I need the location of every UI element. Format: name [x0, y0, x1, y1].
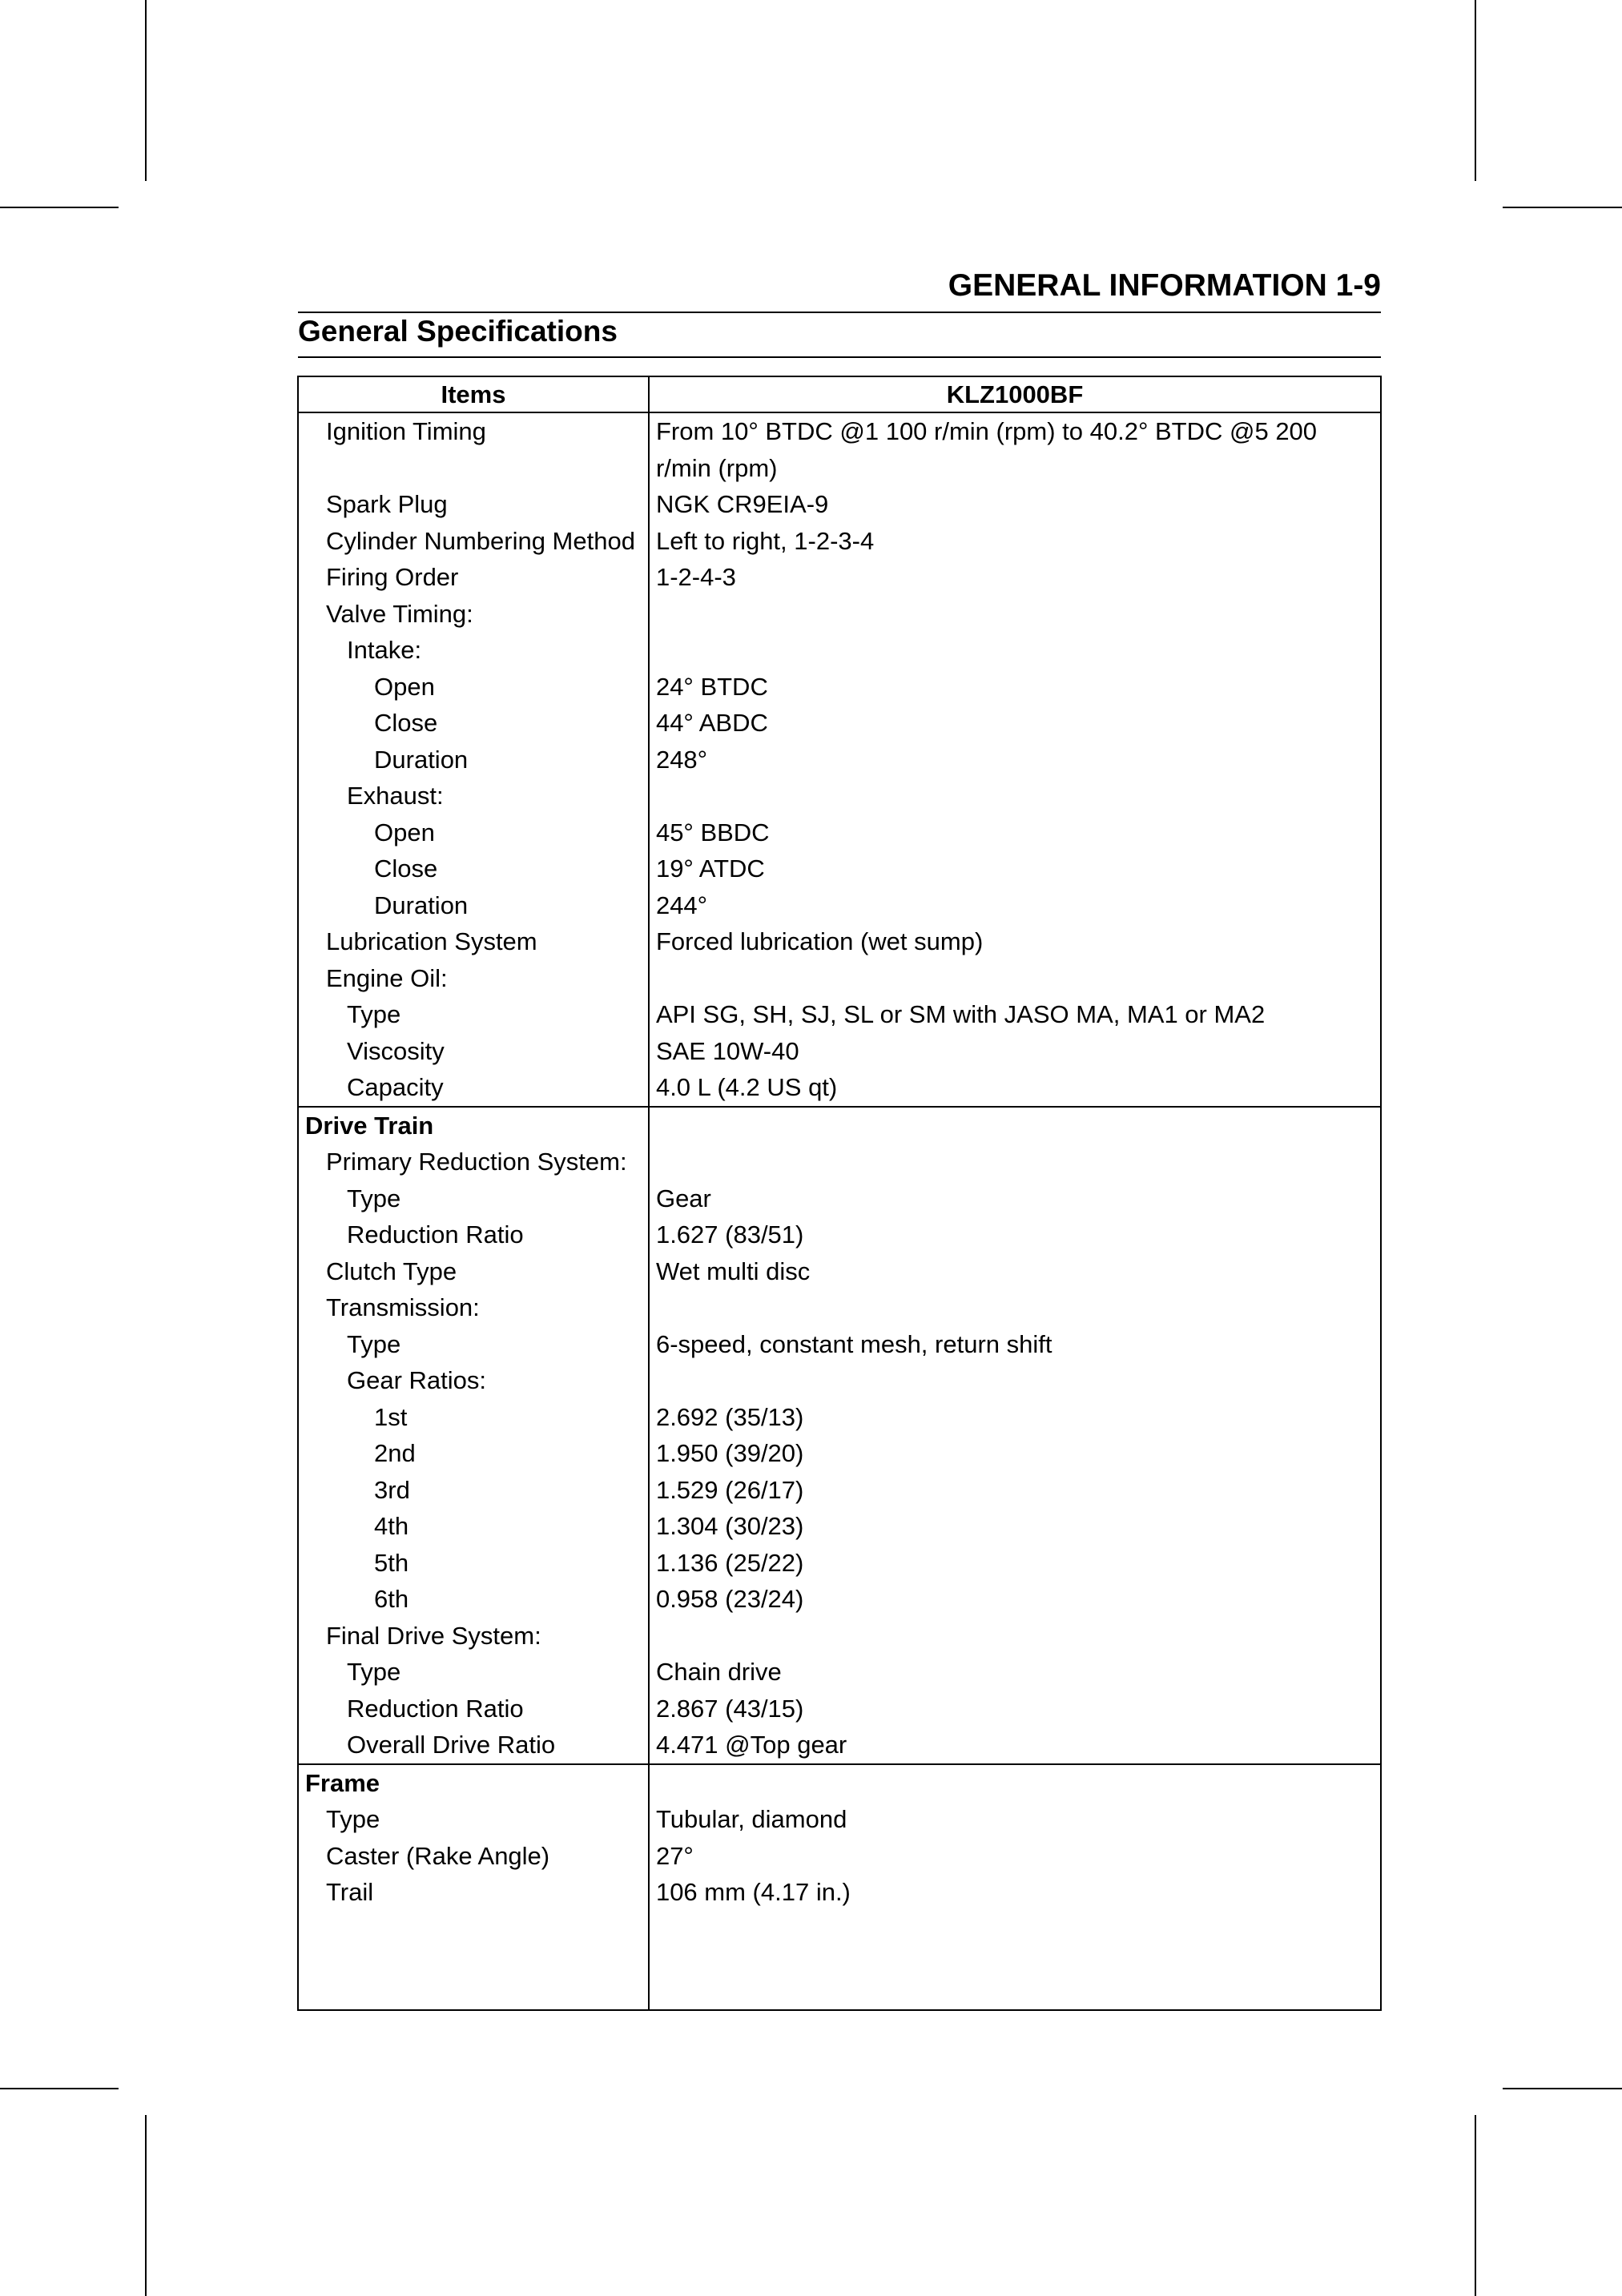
- row-value: [649, 778, 1381, 814]
- table-row: [298, 559, 1381, 596]
- row-label: Reduction Ratio: [298, 1691, 649, 1727]
- header-items: Items: [298, 376, 649, 412]
- section-title: General Specifications: [298, 315, 618, 348]
- row-value: Forced lubrication (wet sump): [649, 923, 1381, 960]
- table-row: [298, 1033, 1381, 1070]
- row-label: Viscosity: [298, 1033, 649, 1070]
- row-label: Close: [298, 850, 649, 887]
- row-label: Type: [298, 996, 649, 1033]
- row-value: 2.867 (43/15): [649, 1691, 1381, 1727]
- crop-mark: [0, 2088, 119, 2089]
- row-value: 1.950 (39/20): [649, 1435, 1381, 1472]
- table-row: [298, 887, 1381, 924]
- row-label: Type: [298, 1326, 649, 1363]
- table-row: [298, 1801, 1381, 1838]
- row-label: 6th: [298, 1581, 649, 1618]
- row-label: 5th: [298, 1545, 649, 1582]
- row-label: Type: [298, 1654, 649, 1691]
- row-label: Gear Ratios:: [298, 1362, 649, 1399]
- table-row: [298, 1618, 1381, 1655]
- group-heading: Frame: [298, 1764, 649, 1802]
- row-label: Final Drive System:: [298, 1618, 649, 1655]
- row-label: Spark Plug: [298, 486, 649, 523]
- table-row: [298, 705, 1381, 742]
- table-row: [298, 596, 1381, 633]
- row-value: 44° ABDC: [649, 705, 1381, 742]
- table-row: [298, 1581, 1381, 1618]
- table-row: [298, 960, 1381, 997]
- row-label: Cylinder Numbering Method: [298, 523, 649, 560]
- row-value: 0.958 (23/24): [649, 1581, 1381, 1618]
- row-label: Lubrication System: [298, 923, 649, 960]
- row-label: Type: [298, 1180, 649, 1217]
- table-row: [298, 1691, 1381, 1727]
- row-value: [649, 632, 1381, 669]
- table-row: [298, 742, 1381, 778]
- row-value: 1-2-4-3: [649, 559, 1381, 596]
- row-label: Caster (Rake Angle): [298, 1838, 649, 1875]
- row-value: [649, 1618, 1381, 1655]
- row-label: Exhaust:: [298, 778, 649, 814]
- table-row: [298, 1180, 1381, 1217]
- row-value: [649, 960, 1381, 997]
- group-heading: Drive Train: [298, 1107, 649, 1144]
- table-row: [298, 1399, 1381, 1436]
- header-model: KLZ1000BF: [649, 376, 1381, 412]
- table-row: [298, 486, 1381, 523]
- table-row: [298, 1216, 1381, 1253]
- row-value: [649, 1107, 1381, 1144]
- row-label: Duration: [298, 887, 649, 924]
- table-row: [298, 1727, 1381, 1764]
- row-label: 1st: [298, 1399, 649, 1436]
- row-value: API SG, SH, SJ, SL or SM with JASO MA, MA1 or MA2: [649, 996, 1381, 1033]
- table-row: [298, 1326, 1381, 1363]
- table-row: [298, 778, 1381, 814]
- row-label: Intake:: [298, 632, 649, 669]
- row-label: Duration: [298, 742, 649, 778]
- row-label: 4th: [298, 1508, 649, 1545]
- row-value: SAE 10W-40: [649, 1033, 1381, 1070]
- row-value: 24° BTDC: [649, 669, 1381, 706]
- row-value: 244°: [649, 887, 1381, 924]
- table-row: [298, 923, 1381, 960]
- row-value: 2.692 (35/13): [649, 1399, 1381, 1436]
- row-value: Gear: [649, 1180, 1381, 1217]
- row-label: Transmission:: [298, 1289, 649, 1326]
- row-label: Capacity: [298, 1069, 649, 1107]
- row-label: 3rd: [298, 1472, 649, 1509]
- row-value: 45° BBDC: [649, 814, 1381, 851]
- table-row: [298, 1874, 1381, 1911]
- table-row: [298, 412, 1381, 486]
- table-row: [298, 1838, 1381, 1875]
- row-value: 1.304 (30/23): [649, 1508, 1381, 1545]
- row-label: Clutch Type: [298, 1253, 649, 1290]
- table-row: [298, 850, 1381, 887]
- row-label: Reduction Ratio: [298, 1216, 649, 1253]
- table-row: [298, 814, 1381, 851]
- row-value: 4.0 L (4.2 US qt): [649, 1069, 1381, 1107]
- crop-mark: [1475, 0, 1476, 181]
- row-label: Valve Timing:: [298, 596, 649, 633]
- crop-mark: [145, 0, 147, 181]
- row-value: [649, 1289, 1381, 1326]
- table-row: [298, 669, 1381, 706]
- crop-mark: [0, 207, 119, 208]
- row-value: 1.136 (25/22): [649, 1545, 1381, 1582]
- row-label: Open: [298, 814, 649, 851]
- table-header-row: [298, 376, 1381, 412]
- row-label: Primary Reduction System:: [298, 1144, 649, 1180]
- table-row: [298, 1911, 1381, 2010]
- row-value: 248°: [649, 742, 1381, 778]
- row-value: 1.529 (26/17): [649, 1472, 1381, 1509]
- row-label: Type: [298, 1801, 649, 1838]
- table-row: [298, 1107, 1381, 1144]
- table-row: [298, 1472, 1381, 1509]
- row-label: Ignition Timing: [298, 412, 649, 486]
- row-label: 2nd: [298, 1435, 649, 1472]
- page-header: GENERAL INFORMATION 1-9: [948, 268, 1381, 303]
- spec-table: [297, 376, 1382, 2011]
- row-value: [649, 596, 1381, 633]
- crop-mark: [1503, 207, 1622, 208]
- table-row: [298, 1654, 1381, 1691]
- row-value: 106 mm (4.17 in.): [649, 1874, 1381, 1911]
- row-value: 4.471 @Top gear: [649, 1727, 1381, 1764]
- table-row: [298, 1508, 1381, 1545]
- table-row: [298, 632, 1381, 669]
- table-row: [298, 523, 1381, 560]
- table-row: [298, 1069, 1381, 1107]
- table-row: [298, 1144, 1381, 1180]
- table-row: [298, 996, 1381, 1033]
- crop-mark: [145, 2115, 147, 2296]
- row-label: Open: [298, 669, 649, 706]
- row-value: [649, 1362, 1381, 1399]
- row-value: 6-speed, constant mesh, return shift: [649, 1326, 1381, 1363]
- row-value: Chain drive: [649, 1654, 1381, 1691]
- header-rule: [298, 312, 1381, 313]
- table-row: [298, 1545, 1381, 1582]
- row-value: 19° ATDC: [649, 850, 1381, 887]
- row-value: NGK CR9EIA-9: [649, 486, 1381, 523]
- row-value: [649, 1144, 1381, 1180]
- crop-mark: [1503, 2088, 1622, 2089]
- row-value: 1.627 (83/51): [649, 1216, 1381, 1253]
- empty-cell: [649, 1911, 1381, 2010]
- row-value: Tubular, diamond: [649, 1801, 1381, 1838]
- crop-mark: [1475, 2115, 1476, 2296]
- table-row: [298, 1764, 1381, 1802]
- row-label: Engine Oil:: [298, 960, 649, 997]
- row-value: Left to right, 1-2-3-4: [649, 523, 1381, 560]
- row-value: [649, 1764, 1381, 1802]
- section-rule: [298, 356, 1381, 358]
- row-label: Firing Order: [298, 559, 649, 596]
- row-label: Trail: [298, 1874, 649, 1911]
- empty-cell: [298, 1911, 649, 2010]
- table-row: [298, 1253, 1381, 1290]
- row-label: Overall Drive Ratio: [298, 1727, 649, 1764]
- table-row: [298, 1362, 1381, 1399]
- row-value: From 10° BTDC @1 100 r/min (rpm) to 40.2° BTDC @5 200 r/min (rpm): [649, 412, 1381, 486]
- table-row: [298, 1289, 1381, 1326]
- table-row: [298, 1435, 1381, 1472]
- row-value: 27°: [649, 1838, 1381, 1875]
- row-value: Wet multi disc: [649, 1253, 1381, 1290]
- row-label: Close: [298, 705, 649, 742]
